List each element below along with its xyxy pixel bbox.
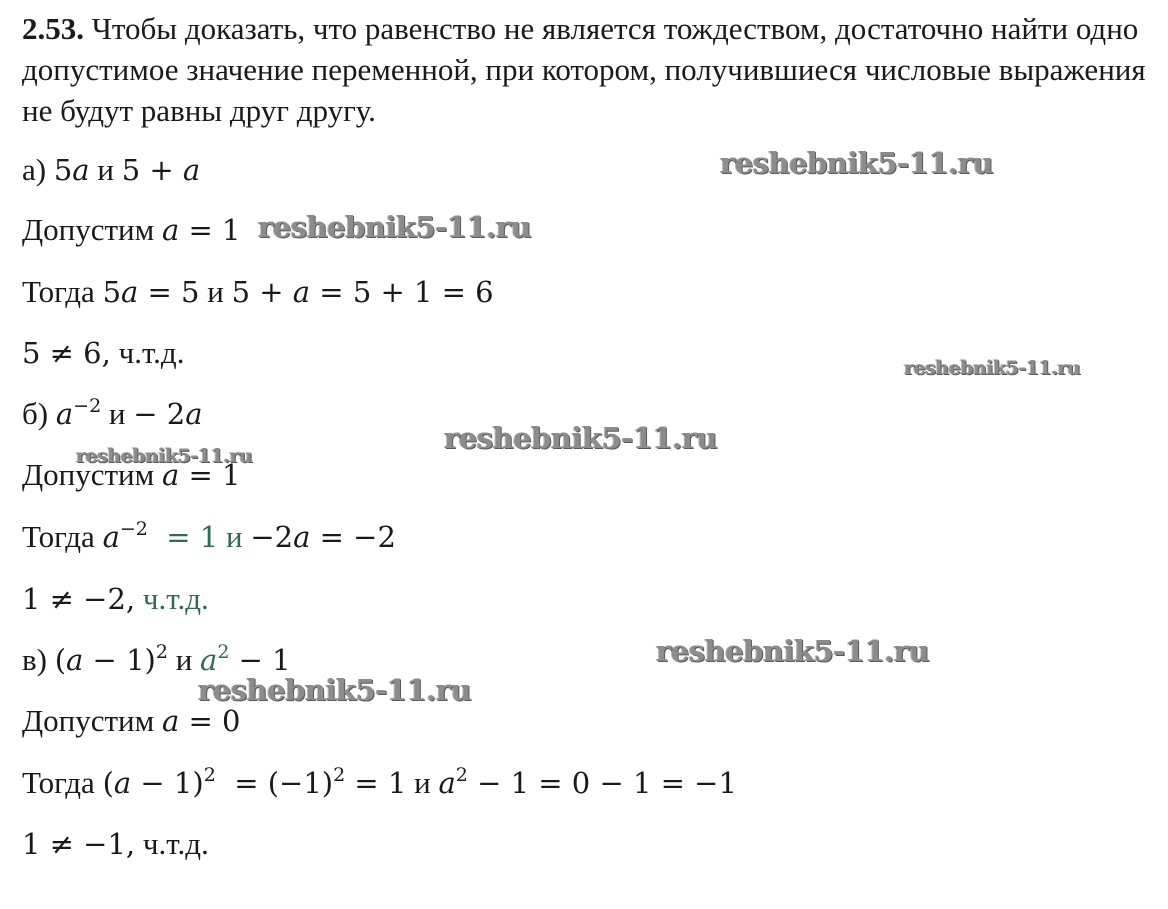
then-word: Тогда [22, 519, 95, 554]
part-c-expression-1: $(a - 1)^2$ [54, 641, 168, 677]
part-b-expression-2: − 2a [133, 397, 203, 431]
calc-2: −2a = −2 [250, 520, 396, 554]
part-c-expression-2: $a^2 - 1$ [200, 641, 291, 677]
part-a-header [22, 150, 200, 190]
inequality: 1 ≠ −1, [22, 827, 136, 861]
calc-1: $(a - 1)^2 = (-1)^2 = 1$ [102, 764, 407, 800]
part-c-header [22, 640, 291, 680]
conjunction: и [226, 519, 243, 554]
assume-word: Допустим [22, 703, 155, 738]
conjunction: и [414, 765, 431, 800]
watermark: reshebnik5-11.ru [720, 146, 994, 180]
inequality: 5 ≠ 6, [22, 336, 111, 370]
assume-word: Допустим [22, 212, 155, 247]
problem-number: 2.53. [22, 11, 84, 46]
assume-value: a = 1 [162, 213, 241, 247]
calc-1: $a^{-2} = 1$ [102, 518, 219, 554]
calc-2: 5 + a = 5 + 1 = 6 [231, 275, 494, 309]
part-b-expression-1: $a^{-2}$ [55, 395, 102, 431]
then-word: Тогда [22, 765, 95, 800]
part-a-result [22, 333, 184, 373]
inequality: 1 ≠ −2, [22, 582, 136, 616]
then-word: Тогда [22, 274, 95, 309]
qed: ч.т.д. [142, 581, 209, 616]
part-c-calculation [22, 763, 737, 803]
watermark: reshebnik5-11.ru [656, 634, 930, 668]
assume-value: a = 0 [162, 704, 241, 738]
watermark: reshebnik5-11.ru [444, 421, 718, 455]
part-b-result [22, 579, 209, 619]
part-label: а) [22, 152, 47, 187]
part-b-assumption [22, 455, 240, 495]
part-a-assumption [22, 210, 240, 250]
part-label: б) [22, 396, 49, 431]
part-b-calculation [22, 517, 396, 557]
part-a-expression-1: 5a [53, 153, 90, 187]
qed: ч.т.д. [118, 335, 185, 370]
part-c-assumption [22, 701, 240, 741]
qed: ч.т.д. [142, 826, 209, 861]
watermark: reshebnik5-11.ru [258, 210, 532, 244]
conjunction: и [175, 642, 193, 677]
conjunction: и [97, 152, 114, 187]
conjunction: и [207, 274, 224, 309]
part-a-expression-2: 5 + a [121, 153, 201, 187]
calc-2: $a^2 - 1 = 0 - 1 = -1$ [438, 764, 737, 800]
part-c-result [22, 824, 209, 864]
assume-word: Допустим [22, 457, 155, 492]
part-label: в) [22, 642, 47, 677]
part-a-calculation [22, 272, 494, 312]
calc-1: 5a = 5 [102, 275, 200, 309]
watermark: reshebnik5-11.ru [198, 673, 472, 707]
assume-value: a = 1 [162, 458, 241, 492]
problem-intro: Чтобы доказать, что равенство не является тождеством, достаточно найти одно допустимое значение переменной, при котором, получившиеся числовые выражения не будут равны друг другу. [22, 11, 1146, 128]
watermark: reshebnik5-11.ru [904, 357, 1081, 379]
conjunction: и [108, 396, 126, 431]
part-b-header [22, 394, 203, 434]
problem-statement [22, 8, 1152, 131]
watermark: reshebnik5-11.ru [76, 445, 253, 467]
